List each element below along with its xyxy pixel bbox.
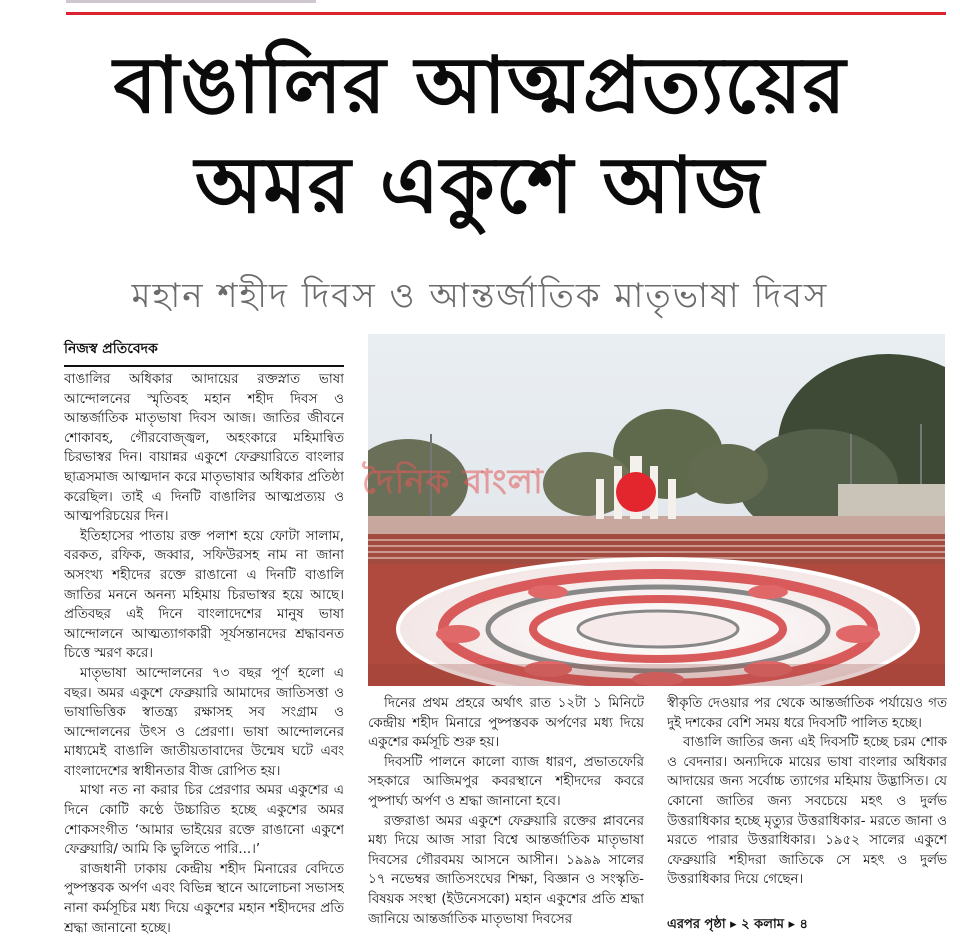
article-column-2 <box>368 694 644 939</box>
article-column-1 <box>64 370 344 936</box>
paragraph: বাঙালির অধিকার আদায়ের রক্তস্নাত ভাষা আন্দোলনের স্মৃতিবহ মহান শহীদ দিবস ও আন্তর্জাতিক মাতৃভাষা দিবস আজ। জাতির জীবনে শোকাবহ, গৌরবোজ্জ্বল, অহংকারে মহিমান্বিত চিরভাস্বর দিন। বায়ান্নর একুশে ফেব্রুয়ারিতে বাংলার ছাত্রসমাজ আত্মদান করে মাতৃভাষার অধিকার প্রতিষ্ঠা করেছিল। তাই এ দিনটি বাঙালির আত্মপ্রত্যয় ও আত্মপরিচয়ের দিন। <box>64 372 344 525</box>
continuation-note: এরপর পৃষ্ঠা ▸ ২ কলাম ▸ ৪ <box>667 917 808 932</box>
headline-line-1: বাঙালির আত্মপ্রত্যয়ের <box>113 41 847 131</box>
article-column-3 <box>667 694 947 899</box>
paragraph: রাজধানী ঢাকায় কেন্দ্রীয় শহীদ মিনারের বেদিতে পুষ্পস্তবক অর্পণ এবং বিভিন্ন স্থানে আলোচনা সভাসহ নানা কর্মসূচির মধ্য দিয়ে একুশের মহান শহীদদের প্রতি শ্রদ্ধা জানানো হচ্ছে। <box>64 861 344 936</box>
subheadline: মহান শহীদ দিবস ও আন্তর্জাতিক মাতৃভাষা দিবস <box>131 276 829 316</box>
paragraph: বাঙালি জাতির জন্য এই দিবসটি হচ্ছে চরম শোক ও বেদনার। অন্যদিকে মায়ের ভাষা বাংলার অধিকার আদায়ের জন্য সর্বোচ্চ ত্যাগের মহিমায় উদ্ভাসিত। যে কোনো জাতির জন্য সবচেয়ে মহৎ ও দুর্লভ উত্তরাধিকার হচ্ছে মৃত্যুর উত্তরাধিকার- মরতে জানা ও মরতে পারার উত্তরাধিকার। ১৯৫২ সালের একুশে ফেব্রুয়ারি শহীদরা জাতিকে সে মহৎ ও দুর্লভ উত্তরাধিকার দিয়ে গেছেন। <box>667 735 947 888</box>
paragraph: ইতিহাসের পাতায় রক্ত পলাশ হয়ে ফোটা সালাম, বরকত, রফিক, জব্বার, সফিউরসহ নাম না জানা অসংখ্য শহীদের রক্তে রাঙানো এ দিনটি বাঙালি জাতির মননে অনন্য মহিমায় চিরভাস্বর হয়ে আছে। প্রতিবছর এই দিনে বাংলাদেশের মানুষ ভাষা আন্দোলনে আত্মত্যাগকারী সূর্যসন্তানদের শ্রদ্ধাবনত চিত্তে স্মরণ করে। <box>64 528 344 662</box>
top-strip <box>0 0 960 16</box>
paragraph: মাতৃভাষা আন্দোলনের ৭৩ বছর পূর্ণ হলো এ বছর। অমর একুশে ফেব্রুয়ারি আমাদের জাতিসত্তা ও ভাষাভিত্তিক স্বাতন্ত্র্য রক্ষাসহ সব সংগ্রাম ও আন্দোলনের উৎস ও প্রেরণা। ভাষা আন্দোলনের মাধ্যমেই বাঙালি জাতীয়তাবাদের উন্মেষ ঘটে এবং বাংলাদেশের স্বাধীনতার বীজ রোপিত হয়। <box>64 665 344 779</box>
paragraph: মাথা নত না করার চির প্রেরণার অমর একুশের এ দিনে কোটি কণ্ঠে উচ্চারিত হচ্ছে একুশের অমর শোকসংগীত ‘আমার ভাইয়ের রক্তে রাঙানো একুশে ফেব্রুয়ারি/ আমি কি ভুলিতে পারি...।’ <box>64 783 344 858</box>
byline: নিজস্ব প্রতিবেদক <box>64 337 344 367</box>
photo-watermark: দৈনিক বাংলা <box>362 462 544 502</box>
paragraph: দিনের প্রথম প্রহরে অর্থাৎ রাত ১২টা ১ মিনিটে কেন্দ্রীয় শহীদ মিনারে পুষ্পস্তবক অর্পণের মধ্য দিয়ে একুশের কর্মসূচি শুরু হয়। <box>368 696 644 751</box>
headline-line-2: অমর একুশে আজ <box>194 141 766 231</box>
paragraph: স্বীকৃতি দেওয়ার পর থেকে আন্তর্জাতিক পর্যায়েও গত দুই দশকের বেশি সময় ধরে দিবসটি পালিত হচ্ছে। <box>667 696 947 731</box>
top-bar-decoration <box>66 0 316 3</box>
paragraph: দিবসটি পালনে কালো ব্যাজ ধারণ, প্রভাতফেরি সহকারে আজিমপুর কবরস্থানে শহীদদের কবরে পুষ্পার্ঘ্য অর্পণ ও শ্রদ্ধা জানানো হবে। <box>368 754 644 809</box>
red-rule <box>66 12 946 15</box>
paragraph: রক্তরাঙা অমর একুশে ফেব্রুয়ারি রক্তের প্লাবনের মধ্য দিয়ে আজ সারা বিশ্বে আন্তর্জাতিক মাতৃভাষা দিবসের গৌরবময় আসনে আসীন। ১৯৯৯ সালের ১৭ নভেম্বর জাতিসংঘের শিক্ষা, বিজ্ঞান ও সংস্কৃতি-বিষয়ক সংস্থা (ইউনেসকো) মহান একুশের প্রতি শ্রদ্ধা জানিয়ে আন্তর্জাতিক মাতৃভাষা দিবসের <box>368 813 644 927</box>
